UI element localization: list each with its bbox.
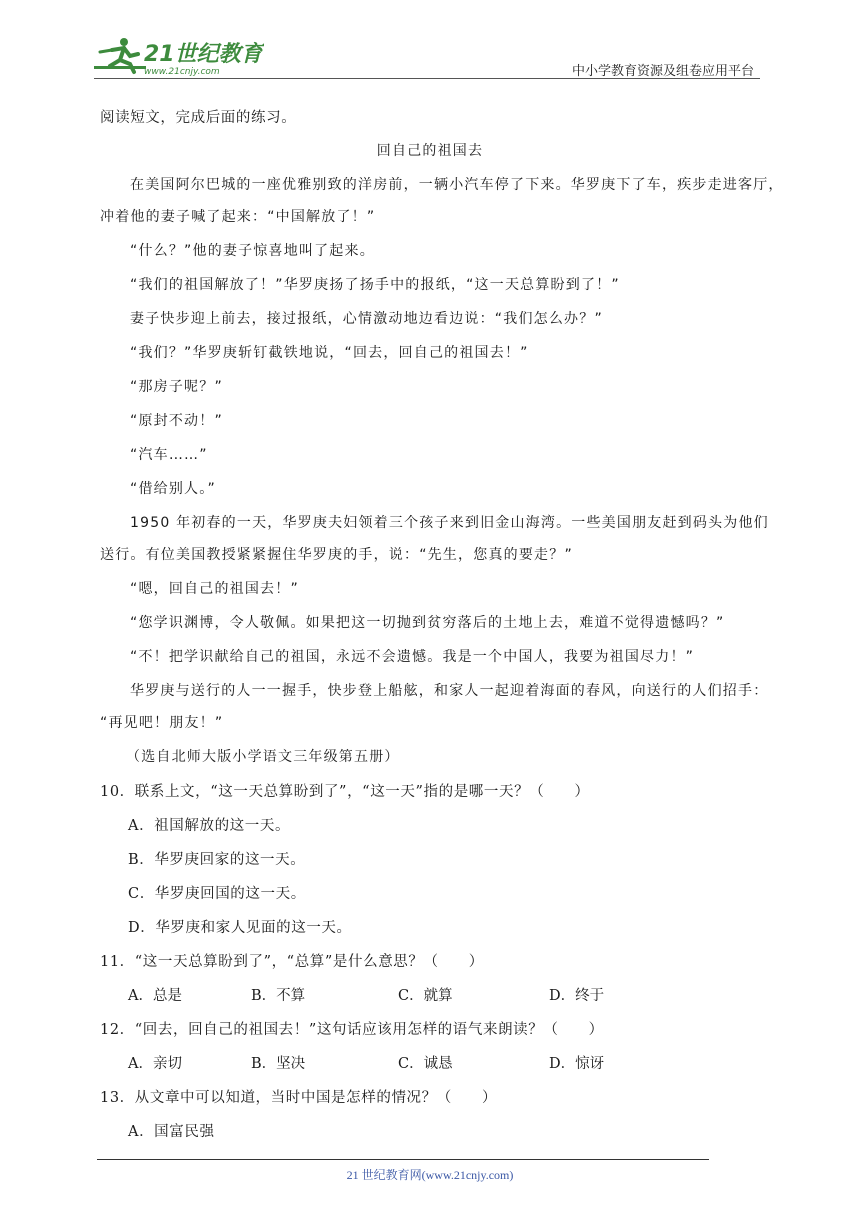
story-line: “汽车……” [130, 447, 208, 463]
question-11-stem: 11．“这一天总算盼到了”，“总算”是什么意思？（ ） [100, 954, 484, 970]
running-man-logo-icon [94, 36, 264, 80]
platform-name: 中小学教育资源及组卷应用平台 [571, 64, 754, 79]
reading-instruction: 阅读短文，完成后面的练习。 [100, 110, 297, 126]
story-line: 妻子快步迎上前去，接过报纸，心情激动地边看边说：“我们怎么办？” [130, 311, 603, 327]
story-line: “不！把学识献给自己的祖国，永远不会遗憾。我是一个中国人，我要为祖国尽力！” [130, 649, 695, 665]
question-12-option-a[interactable]: A．亲切 [128, 1056, 182, 1072]
story-line: “什么？”他的妻子惊喜地叫了起来。 [130, 243, 375, 259]
logo-url-text: www.21cnjy.com [144, 67, 220, 77]
question-11-option-c[interactable]: C．就算 [398, 988, 453, 1004]
question-11-option-d[interactable]: D．终于 [549, 988, 605, 1004]
question-10-option-d[interactable]: D．华罗庚和家人见面的这一天。 [128, 920, 352, 936]
site-logo[interactable] [94, 36, 264, 80]
story-line: “嗯，回自己的祖国去！” [130, 581, 299, 597]
story-line: 华罗庚与送行的人一一握手，快步登上船舷，和家人一起迎着海面的春风，向送行的人们招手： [130, 683, 769, 699]
story-line: 送行。有位美国教授紧紧握住华罗庚的手，说：“先生，您真的要走？” [100, 547, 573, 563]
logo-main-text: 21世纪教育 [144, 42, 263, 67]
story-source: （选自北师大版小学语文三年级第五册） [126, 749, 400, 765]
question-12-option-d[interactable]: D．惊讶 [549, 1056, 605, 1072]
footer-divider [97, 1159, 709, 1160]
story-line: “我们？”华罗庚斩钉截铁地说，“回去，回自己的祖国去！” [130, 345, 529, 361]
question-11-option-b[interactable]: B．不算 [251, 988, 306, 1004]
story-line: “原封不动！” [130, 413, 223, 429]
story-line: “借给别人。” [130, 481, 216, 497]
question-11-option-a[interactable]: A．总是 [128, 988, 182, 1004]
page-header [0, 0, 860, 80]
question-10-stem: 10．联系上文，“这一天总算盼到了”，“这一天”指的是哪一天？（ ） [100, 784, 590, 800]
story-line: “那房子呢？” [130, 379, 223, 395]
story-line: “我们的祖国解放了！”华罗庚扬了扬手中的报纸，“这一天总算盼到了！” [130, 277, 620, 293]
story-line: 冲着他的妻子喊了起来：“中国解放了！” [100, 209, 376, 225]
story-title: 回自己的祖国去 [376, 143, 484, 159]
story-line: 在美国阿尔巴城的一座优雅别致的洋房前，一辆小汽车停了下来。华罗庚下了车，疾步走进客厅， [130, 177, 784, 193]
question-10-option-c[interactable]: C．华罗庚回国的这一天。 [128, 886, 306, 902]
question-12-option-c[interactable]: C．诚恳 [398, 1056, 453, 1072]
story-line: “再见吧！朋友！” [100, 715, 224, 731]
question-12-option-b[interactable]: B．坚决 [251, 1056, 306, 1072]
question-12-stem: 12．“回去，回自己的祖国去！”这句话应该用怎样的语气来朗读？（ ） [100, 1022, 604, 1038]
question-10-option-b[interactable]: B．华罗庚回家的这一天。 [128, 852, 306, 868]
story-line: “您学识渊博，令人敬佩。如果把这一切抛到贫穷落后的土地上去，难道不觉得遗憾吗？” [130, 615, 725, 631]
header-divider [94, 78, 760, 79]
footer-link[interactable]: 21 世纪教育网(www.21cnjy.com) [346, 1168, 514, 1182]
question-13-option-a[interactable]: A．国富民强 [128, 1124, 215, 1140]
question-10-option-a[interactable]: A．祖国解放的这一天。 [128, 818, 291, 834]
story-line: 1950 年初春的一天，华罗庚夫妇领着三个孩子来到旧金山海湾。一些美国朋友赶到码头为他们 [130, 515, 769, 531]
question-13-stem: 13．从文章中可以知道，当时中国是怎样的情况？（ ） [100, 1090, 498, 1106]
